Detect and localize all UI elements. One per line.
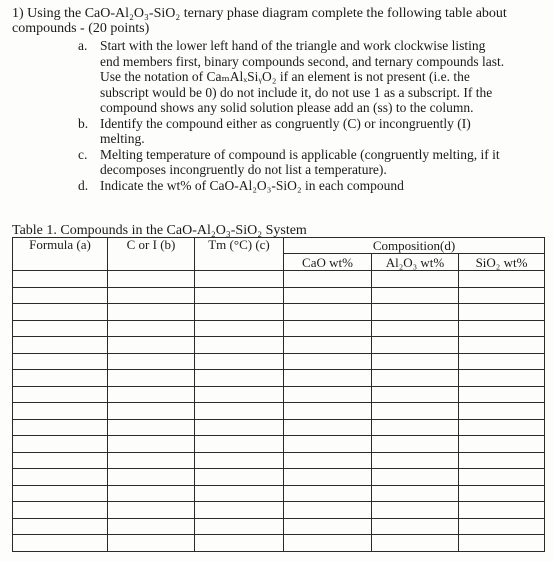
header-tm: Tm (°C) (c) (195, 238, 284, 271)
table-cell[interactable] (195, 320, 284, 337)
table-cell[interactable] (195, 271, 284, 288)
table-cell[interactable] (13, 353, 108, 370)
table-cell[interactable] (372, 370, 459, 387)
table-cell[interactable] (108, 337, 195, 354)
header-formula: Formula (a) (13, 238, 108, 271)
table-cell[interactable] (284, 502, 372, 519)
table-cell[interactable] (372, 287, 459, 304)
table-cell[interactable] (195, 403, 284, 420)
table-row (13, 419, 545, 436)
table-cell[interactable] (372, 304, 459, 321)
table-row (13, 271, 545, 288)
table-cell[interactable] (459, 386, 545, 403)
table-cell[interactable] (459, 535, 545, 552)
table-cell[interactable] (108, 452, 195, 469)
instruction-line: Identify the compound either as congruently (C) or incongruently (I) (100, 115, 471, 131)
instruction-list (78, 38, 544, 193)
table-row (13, 535, 545, 552)
table-cell[interactable] (13, 469, 108, 486)
table-cell[interactable] (108, 469, 195, 486)
table-cell[interactable] (372, 469, 459, 486)
instruction-item (78, 178, 544, 194)
instruction-line: Use the notation of CaₘAlₓSiᵧO₂ if an element is not present (i.e. the (100, 69, 470, 84)
table-cell[interactable] (372, 353, 459, 370)
table-cell[interactable] (195, 518, 284, 535)
table-cell[interactable] (284, 485, 372, 502)
instruction-marker: b. (78, 115, 89, 131)
table-cell[interactable] (108, 403, 195, 420)
table-cell[interactable] (13, 320, 108, 337)
question-title (12, 6, 542, 36)
table-cell[interactable] (13, 452, 108, 469)
header-composition: Composition(d) (284, 238, 545, 254)
table-row (13, 386, 545, 403)
table-cell[interactable] (195, 287, 284, 304)
instruction-text (100, 147, 544, 178)
table-cell[interactable] (459, 403, 545, 420)
table-cell[interactable] (459, 518, 545, 535)
table-cell[interactable] (372, 452, 459, 469)
table-cell[interactable] (459, 320, 545, 337)
table-row (13, 370, 545, 387)
table-cell[interactable] (108, 535, 195, 552)
table-cell[interactable] (372, 386, 459, 403)
table-cell[interactable] (195, 370, 284, 387)
table-cell[interactable] (284, 419, 372, 436)
header-c-or-i: C or I (b) (108, 238, 195, 271)
table-cell[interactable] (108, 304, 195, 321)
table-cell[interactable] (108, 271, 195, 288)
header-sio2: SiO₂ wt% (459, 254, 545, 271)
instruction-line: Indicate the wt% of CaO-Al₂O₃-SiO₂ in each compound (100, 177, 404, 193)
instruction-line: Melting temperature of compound is applicable (congruently melting, if it (100, 146, 500, 162)
instruction-line: end members first, binary compounds second, and ternary compounds last. (100, 53, 505, 69)
table-cell[interactable] (108, 502, 195, 519)
table-cell[interactable] (108, 320, 195, 337)
table-cell[interactable] (108, 287, 195, 304)
instruction-line: decomposes incongruently do not list a temperature). (100, 162, 387, 177)
table-cell[interactable] (13, 287, 108, 304)
table-cell[interactable] (459, 287, 545, 304)
table-cell[interactable] (284, 370, 372, 387)
table-cell[interactable] (13, 502, 108, 519)
table-cell[interactable] (459, 419, 545, 436)
table-cell[interactable] (195, 436, 284, 453)
table-cell[interactable] (284, 469, 372, 486)
table-row (13, 287, 545, 304)
table-cell[interactable] (13, 337, 108, 354)
table-cell[interactable] (13, 304, 108, 321)
table-row (13, 403, 545, 420)
instruction-text (100, 116, 544, 147)
table-cell[interactable] (372, 518, 459, 535)
instruction-text (100, 178, 544, 194)
table-cell[interactable] (459, 271, 545, 288)
instruction-line: subscript would be 0) do not include it, do not use 1 as a subscript. If the (100, 84, 493, 100)
table-cell[interactable] (459, 353, 545, 370)
table-cell[interactable] (284, 535, 372, 552)
instruction-item (78, 147, 544, 178)
instruction-marker: d. (78, 177, 89, 193)
table-cell[interactable] (195, 304, 284, 321)
table-row (13, 320, 545, 337)
instruction-marker: c. (78, 146, 88, 162)
table-cell[interactable] (372, 485, 459, 502)
header-cao: CaO wt% (284, 254, 372, 271)
table-cell[interactable] (459, 502, 545, 519)
table-cell[interactable] (108, 370, 195, 387)
table-row (13, 436, 545, 453)
table-cell[interactable] (459, 370, 545, 387)
table-cell[interactable] (13, 386, 108, 403)
table-cell[interactable] (284, 304, 372, 321)
table-cell[interactable] (13, 370, 108, 387)
table-cell[interactable] (372, 419, 459, 436)
table-cell[interactable] (13, 271, 108, 288)
table-cell[interactable] (13, 518, 108, 535)
table-cell[interactable] (372, 436, 459, 453)
table-cell[interactable] (284, 353, 372, 370)
table-row (13, 304, 545, 321)
table-cell[interactable] (284, 403, 372, 420)
table-cell[interactable] (459, 485, 545, 502)
table-row (13, 502, 545, 519)
header-al2o3: Al₂O₃ wt% (372, 254, 459, 271)
table-caption: Table 1. Compounds in the CaO-Al₂O₃-SiO₂ System (12, 223, 307, 238)
table-cell[interactable] (284, 518, 372, 535)
table-cell[interactable] (195, 419, 284, 436)
table-row (13, 353, 545, 370)
table-cell[interactable] (13, 403, 108, 420)
instruction-line: Start with the lower left hand of the triangle and work clockwise listing (100, 38, 486, 53)
table-cell[interactable] (372, 403, 459, 420)
instruction-line: compound shows any solid solution please add an (ss) to the column. (100, 100, 474, 115)
table-cell[interactable] (108, 386, 195, 403)
table-cell[interactable] (284, 386, 372, 403)
table-cell[interactable] (372, 502, 459, 519)
table-cell[interactable] (108, 518, 195, 535)
table-cell[interactable] (13, 419, 108, 436)
instruction-text (100, 38, 544, 116)
instruction-line: melting. (100, 131, 145, 146)
question-title-line-1: 1) Using the CaO-Al₂O₃-SiO₂ ternary phase diagram complete the following table about (12, 6, 507, 21)
table-row (13, 452, 545, 469)
table-cell[interactable] (372, 320, 459, 337)
table-cell[interactable] (372, 271, 459, 288)
compounds-table (12, 237, 545, 552)
table-cell[interactable] (13, 535, 108, 552)
table-row (13, 337, 545, 354)
table-cell[interactable] (13, 436, 108, 453)
table-cell[interactable] (195, 469, 284, 486)
table-cell[interactable] (195, 353, 284, 370)
table-cell[interactable] (284, 287, 372, 304)
table-cell[interactable] (195, 502, 284, 519)
table-cell[interactable] (195, 337, 284, 354)
table-cell[interactable] (284, 337, 372, 354)
table-cell[interactable] (108, 485, 195, 502)
table-cell[interactable] (13, 485, 108, 502)
table-cell[interactable] (195, 535, 284, 552)
instruction-marker: a. (78, 38, 88, 53)
table-row (13, 518, 545, 535)
table-cell[interactable] (284, 320, 372, 337)
table-cell[interactable] (459, 304, 545, 321)
table-cell[interactable] (459, 436, 545, 453)
table-cell[interactable] (459, 452, 545, 469)
instruction-item (78, 116, 544, 147)
table-cell[interactable] (108, 353, 195, 370)
table-cell[interactable] (284, 452, 372, 469)
table-cell[interactable] (195, 386, 284, 403)
table-row (13, 485, 545, 502)
table-cell[interactable] (108, 419, 195, 436)
table-row (13, 469, 545, 486)
instruction-item (78, 38, 544, 116)
question-title-line-2: compounds - (20 points) (12, 21, 150, 36)
table-cell[interactable] (372, 535, 459, 552)
table-cell[interactable] (284, 271, 372, 288)
table-cell[interactable] (108, 436, 195, 453)
table-cell[interactable] (372, 337, 459, 354)
table-cell[interactable] (459, 337, 545, 354)
table-cell[interactable] (459, 469, 545, 486)
table-cell[interactable] (195, 452, 284, 469)
table-cell[interactable] (195, 485, 284, 502)
table-cell[interactable] (284, 436, 372, 453)
